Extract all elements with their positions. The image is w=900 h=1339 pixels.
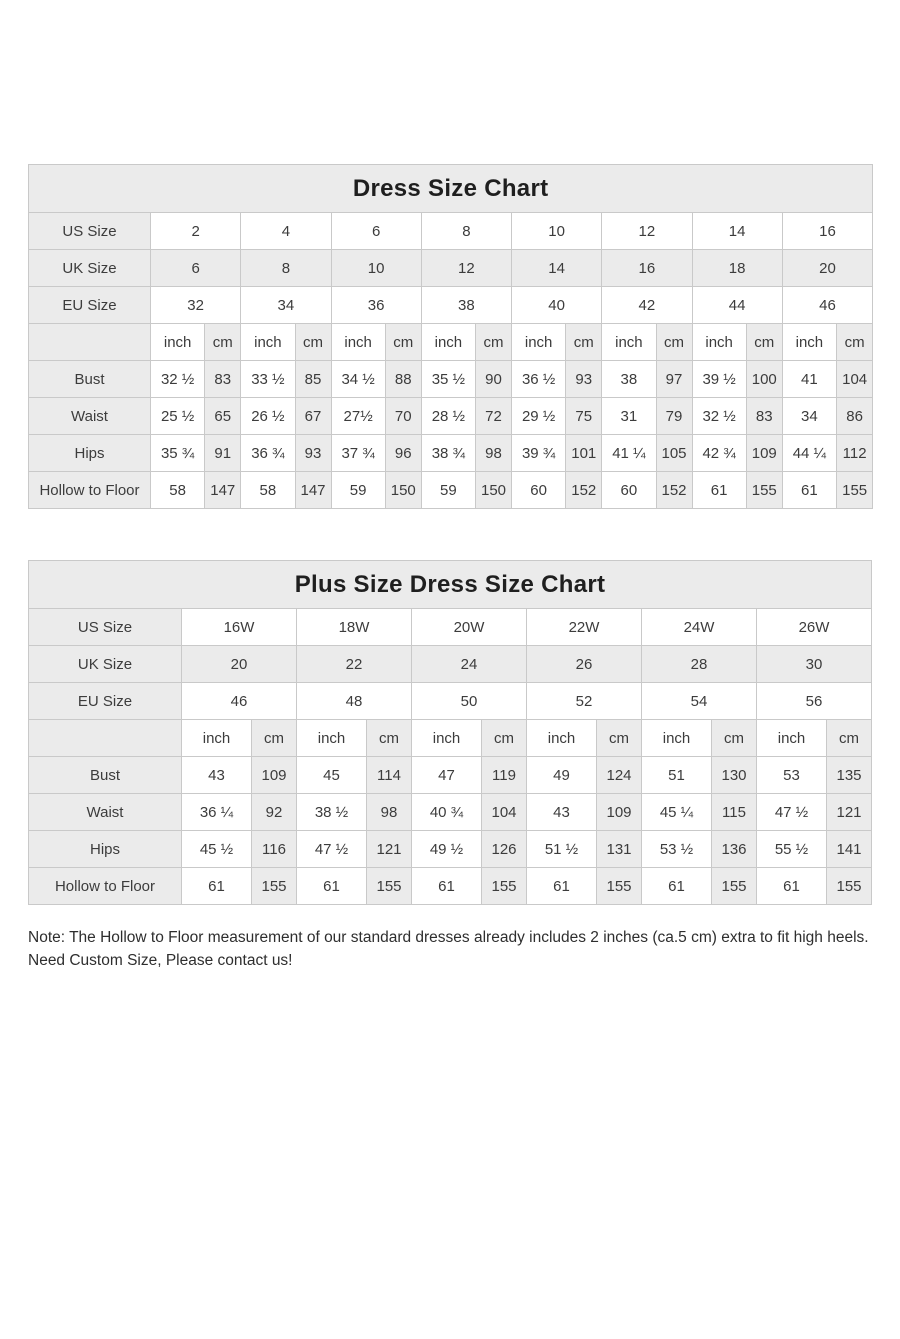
size-value-cell: 14 [692,213,782,250]
measure-value-inch: 41 ¼ [602,435,656,472]
measure-value-inch: 35 ½ [421,361,475,398]
measure-value-inch: 59 [421,472,475,509]
row-label: Waist [29,398,151,435]
unit-cell-inch: inch [512,324,566,361]
measure-value-cm: 96 [385,435,421,472]
measure-value-cm: 90 [476,361,512,398]
size-value-cell: 16W [182,609,297,646]
measure-value-inch: 42 ¾ [692,435,746,472]
measure-value-inch: 43 [182,757,252,794]
measure-value-inch: 45 ½ [182,831,252,868]
measure-value-cm: 101 [566,435,602,472]
measure-value-cm: 104 [482,794,527,831]
measure-value-inch: 61 [182,868,252,905]
row-label: EU Size [29,683,182,720]
measure-value-cm: 150 [385,472,421,509]
measure-value-cm: 136 [712,831,757,868]
measure-value-cm: 147 [295,472,331,509]
row-label: US Size [29,213,151,250]
measure-value-cm: 72 [476,398,512,435]
measure-value-inch: 34 [782,398,836,435]
unit-cell-cm: cm [252,720,297,757]
unit-cell-inch: inch [421,324,475,361]
measure-value-cm: 91 [205,435,241,472]
measure-value-cm: 85 [295,361,331,398]
measure-value-inch: 49 ½ [412,831,482,868]
size-value-cell: 22 [297,646,412,683]
measure-value-cm: 93 [295,435,331,472]
size-value-cell: 18 [692,250,782,287]
measure-value-cm: 83 [746,398,782,435]
measure-value-inch: 61 [412,868,482,905]
measure-value-inch: 53 ½ [642,831,712,868]
chart-title: Dress Size Chart [29,165,873,213]
measure-value-inch: 27½ [331,398,385,435]
measure-value-inch: 41 [782,361,836,398]
measure-value-inch: 51 [642,757,712,794]
measure-value-inch: 44 ¼ [782,435,836,472]
measure-value-inch: 61 [297,868,367,905]
measure-value-cm: 150 [476,472,512,509]
row-label: Bust [29,361,151,398]
measure-value-cm: 155 [367,868,412,905]
size-value-cell: 24 [412,646,527,683]
measure-value-cm: 70 [385,398,421,435]
measure-value-cm: 131 [597,831,642,868]
measure-value-cm: 75 [566,398,602,435]
measure-value-inch: 60 [602,472,656,509]
measure-value-inch: 39 ½ [692,361,746,398]
measure-value-inch: 61 [782,472,836,509]
size-value-cell: 20W [412,609,527,646]
unit-cell-inch: inch [782,324,836,361]
size-value-cell: 6 [151,250,241,287]
measure-value-cm: 86 [837,398,873,435]
measure-value-cm: 155 [746,472,782,509]
measure-value-cm: 83 [205,361,241,398]
size-value-cell: 46 [182,683,297,720]
size-value-cell: 28 [642,646,757,683]
unit-cell-inch: inch [692,324,746,361]
unit-cell-inch: inch [602,324,656,361]
measure-value-inch: 47 ½ [757,794,827,831]
measure-value-inch: 51 ½ [527,831,597,868]
size-value-cell: 10 [331,250,421,287]
plus-size-dress-size-chart-table [28,560,872,905]
measure-value-inch: 45 [297,757,367,794]
unit-cell-cm: cm [597,720,642,757]
row-label: Hips [29,435,151,472]
measure-value-cm: 92 [252,794,297,831]
measure-value-inch: 49 [527,757,597,794]
unit-cell-cm: cm [837,324,873,361]
size-value-cell: 42 [602,287,692,324]
unit-cell-inch: inch [331,324,385,361]
measure-value-inch: 59 [331,472,385,509]
unit-cell-cm: cm [385,324,421,361]
measure-value-cm: 152 [566,472,602,509]
size-value-cell: 4 [241,213,331,250]
size-value-cell: 10 [512,213,602,250]
measure-value-cm: 116 [252,831,297,868]
unit-cell-inch: inch [182,720,252,757]
measure-value-inch: 36 ½ [512,361,566,398]
measure-value-cm: 141 [827,831,872,868]
measure-value-inch: 38 ¾ [421,435,475,472]
measure-value-inch: 34 ½ [331,361,385,398]
unit-cell-inch: inch [757,720,827,757]
measure-value-inch: 61 [527,868,597,905]
size-value-cell: 20 [782,250,873,287]
measure-value-cm: 121 [367,831,412,868]
measure-value-inch: 55 ½ [757,831,827,868]
measure-value-cm: 93 [566,361,602,398]
size-value-cell: 26 [527,646,642,683]
measure-value-inch: 61 [642,868,712,905]
unit-cell-cm: cm [295,324,331,361]
row-label: EU Size [29,287,151,324]
measure-value-cm: 79 [656,398,692,435]
size-value-cell: 50 [412,683,527,720]
unit-cell-cm: cm [712,720,757,757]
measure-value-cm: 112 [837,435,873,472]
size-value-cell: 46 [782,287,873,324]
size-value-cell: 14 [512,250,602,287]
measure-value-cm: 65 [205,398,241,435]
dress-size-chart-table [28,164,873,509]
size-value-cell: 44 [692,287,782,324]
size-value-cell: 54 [642,683,757,720]
size-value-cell: 12 [421,250,511,287]
unit-row-label [29,324,151,361]
measure-value-cm: 124 [597,757,642,794]
measure-value-cm: 98 [476,435,512,472]
measure-value-cm: 155 [837,472,873,509]
measure-value-cm: 88 [385,361,421,398]
size-value-cell: 34 [241,287,331,324]
row-label: Waist [29,794,182,831]
measure-value-inch: 31 [602,398,656,435]
size-value-cell: 18W [297,609,412,646]
measure-value-cm: 105 [656,435,692,472]
unit-cell-inch: inch [151,324,205,361]
measure-value-inch: 45 ¼ [642,794,712,831]
measure-value-cm: 114 [367,757,412,794]
size-value-cell: 40 [512,287,602,324]
measure-value-inch: 25 ½ [151,398,205,435]
measure-value-inch: 61 [692,472,746,509]
unit-cell-cm: cm [827,720,872,757]
measure-value-cm: 152 [656,472,692,509]
row-label: Bust [29,757,182,794]
unit-cell-cm: cm [205,324,241,361]
measure-value-inch: 38 [602,361,656,398]
measure-value-cm: 147 [205,472,241,509]
unit-cell-inch: inch [412,720,482,757]
measure-value-inch: 35 ¾ [151,435,205,472]
measure-value-inch: 38 ½ [297,794,367,831]
footnotes [28,926,873,972]
size-value-cell: 8 [421,213,511,250]
unit-cell-cm: cm [746,324,782,361]
row-label: US Size [29,609,182,646]
measure-value-inch: 26 ½ [241,398,295,435]
note-text: Note: The Hollow to Floor measurement of our standard dresses already includes 2 inches (ca.5 cm) extra to fit high heels. [28,929,869,946]
size-value-cell: 12 [602,213,692,250]
measure-value-inch: 33 ½ [241,361,295,398]
measure-value-cm: 67 [295,398,331,435]
unit-cell-inch: inch [241,324,295,361]
size-value-cell: 2 [151,213,241,250]
size-value-cell: 6 [331,213,421,250]
measure-value-cm: 155 [827,868,872,905]
measure-value-inch: 47 [412,757,482,794]
size-value-cell: 52 [527,683,642,720]
measure-value-inch: 29 ½ [512,398,566,435]
size-value-cell: 8 [241,250,331,287]
size-value-cell: 56 [757,683,872,720]
measure-value-cm: 155 [482,868,527,905]
measure-value-inch: 37 ¾ [331,435,385,472]
unit-cell-cm: cm [367,720,412,757]
measure-value-cm: 119 [482,757,527,794]
measure-value-cm: 155 [252,868,297,905]
measure-value-cm: 155 [712,868,757,905]
measure-value-cm: 109 [746,435,782,472]
unit-cell-cm: cm [482,720,527,757]
measure-value-cm: 98 [367,794,412,831]
unit-cell-cm: cm [656,324,692,361]
unit-cell-cm: cm [476,324,512,361]
size-value-cell: 22W [527,609,642,646]
measure-value-cm: 130 [712,757,757,794]
size-value-cell: 36 [331,287,421,324]
measure-value-inch: 40 ¾ [412,794,482,831]
size-value-cell: 16 [602,250,692,287]
measure-value-cm: 97 [656,361,692,398]
measure-value-cm: 109 [252,757,297,794]
measure-value-inch: 58 [241,472,295,509]
size-value-cell: 30 [757,646,872,683]
measure-value-cm: 155 [597,868,642,905]
contact-note: Need Custom Size, Please contact us! [28,952,293,969]
row-label: Hollow to Floor [29,868,182,905]
size-value-cell: 26W [757,609,872,646]
measure-value-cm: 109 [597,794,642,831]
unit-cell-inch: inch [642,720,712,757]
measure-value-inch: 28 ½ [421,398,475,435]
unit-cell-cm: cm [566,324,602,361]
measure-value-cm: 115 [712,794,757,831]
size-value-cell: 48 [297,683,412,720]
size-value-cell: 20 [182,646,297,683]
measure-value-cm: 104 [837,361,873,398]
unit-row-label [29,720,182,757]
measure-value-inch: 36 ¾ [241,435,295,472]
measure-value-cm: 100 [746,361,782,398]
measure-value-inch: 32 ½ [151,361,205,398]
row-label: Hips [29,831,182,868]
measure-value-inch: 58 [151,472,205,509]
size-value-cell: 38 [421,287,511,324]
unit-cell-inch: inch [527,720,597,757]
unit-cell-inch: inch [297,720,367,757]
size-value-cell: 32 [151,287,241,324]
row-label: UK Size [29,250,151,287]
size-chart-page [28,164,872,972]
measure-value-inch: 53 [757,757,827,794]
measure-value-inch: 39 ¾ [512,435,566,472]
measure-value-inch: 32 ½ [692,398,746,435]
measure-value-inch: 47 ½ [297,831,367,868]
measure-value-cm: 135 [827,757,872,794]
chart-title: Plus Size Dress Size Chart [29,561,872,609]
measure-value-inch: 43 [527,794,597,831]
measure-value-cm: 121 [827,794,872,831]
size-value-cell: 16 [782,213,873,250]
measure-value-cm: 126 [482,831,527,868]
row-label: UK Size [29,646,182,683]
size-value-cell: 24W [642,609,757,646]
measure-value-inch: 61 [757,868,827,905]
measure-value-inch: 60 [512,472,566,509]
row-label: Hollow to Floor [29,472,151,509]
measure-value-inch: 36 ¼ [182,794,252,831]
